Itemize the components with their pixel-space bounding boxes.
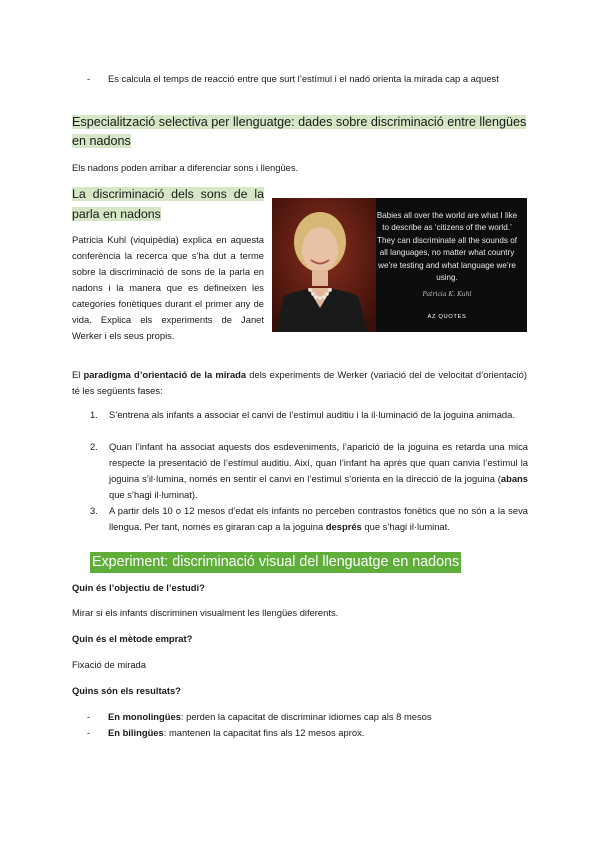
quote-brand-logo: AZ QUOTES [427,314,467,320]
quote-signature: Patricia K. Kuhl [422,291,472,298]
item-text-part: Quan l’infant ha associat aquests dos esdeveniments, l’aparició de la joguina es retarda una mica respecte la presentació de l’estímul auditiu. Així, quan l’infant ha après que quan canvia l’estímul la joguina s’il·lumina, només en sentir el canvi en l’estímul s’orienta en la direcció de la joguina ( [109,441,528,484]
answer-method: Fixació de mirada [72,659,146,670]
paradigm-suffix: dels experiments de Werker (variació del de velocitat d’orientació) té les següents fases: [72,369,527,396]
numbered-item [90,407,528,423]
question-objective: Quin és l’objectiu de l’estudi? [72,582,205,593]
quote-text: Babies all over the world are what I like to describe as ‘citizens of the world.’ They can discriminate all the sounds of all languages, no matter what country we’re testing and what language we’re using. [376,211,518,283]
question-results: Quins són els resultats? [72,685,181,696]
numbered-item [90,503,528,535]
item-number: 3. [90,505,98,516]
quote-image [272,198,527,332]
kuhl-paragraph: Patricia Kuhl (viquipèdia) explica en aquesta conferència la recerca que s’ha dut a terme sobre la discriminació de sons de la parla en nadons i la manera que es defineixen les categories fonètiques durant el primer any de vida. Explica els experiments de Janet Werker i els seus propis. [72,234,264,341]
intro-paragraph: Els nadons poden arribar a diferenciar sons i llengües. [72,162,299,173]
result-text: : mantenen la capacitat fins als 12 mesos aprox. [163,727,365,738]
list-item [87,709,528,725]
section-heading [72,113,527,151]
subsection-heading-text: La discriminació dels sons de la parla en nadons [72,187,264,221]
dash-bullet: - [87,727,91,738]
list-item-text [108,725,528,741]
paradigm-prefix: El [72,369,84,380]
numbered-item [90,439,528,503]
result-text: : perden la capacitat de discriminar idiomes cap als 8 mesos [180,711,432,722]
paradigm-paragraph [72,367,527,399]
dash-bullet: - [87,711,91,722]
question-method: Quin és el mètode emprat? [72,633,193,644]
result-label: En bilingües [108,727,164,738]
list-item [87,725,528,741]
item-text-part: A partir dels 10 o 12 mesos d’edat els infants no perceben contrastos fonètics que no són a la seva llengua. Per tant, només es giraran cap a la joguina [109,505,528,532]
dash-bullet: - [87,73,91,84]
list-item-text: Es calcula el temps de reacció entre que surt l’estímul i el nadó orienta la mirada cap a aquest [108,73,499,84]
item-text [109,439,528,503]
item-text [109,503,528,535]
item-number: 2. [90,441,98,452]
section-heading-text: Especialització selectiva per llenguatge: dades sobre discriminació entre llengües en nadons [72,115,527,148]
paradigm-bold: paradigma d’orientació de la mirada [83,369,247,380]
item-number: 1. [90,409,98,420]
item-text-bold: després [325,521,362,532]
item-text-part: que s’hagi il·luminat). [109,489,198,500]
list-item [87,71,528,87]
experiment-heading: Experiment: discriminació visual del llenguatge en nadons [90,552,461,573]
item-text-bold: abans [500,473,528,484]
portrait-photo [272,198,376,332]
result-label: En monolingües [108,711,181,722]
item-text-part: que s’hagi il·luminat. [361,521,450,532]
subsection-heading [72,184,264,224]
list-item-text [108,709,528,725]
item-text: S’entrena als infants a associar el canvi de l’estímul auditiu i la il·luminació de la joguina animada. [109,409,515,420]
answer-objective: Mirar si els infants discriminen visualment les llengües diferents. [72,607,339,618]
